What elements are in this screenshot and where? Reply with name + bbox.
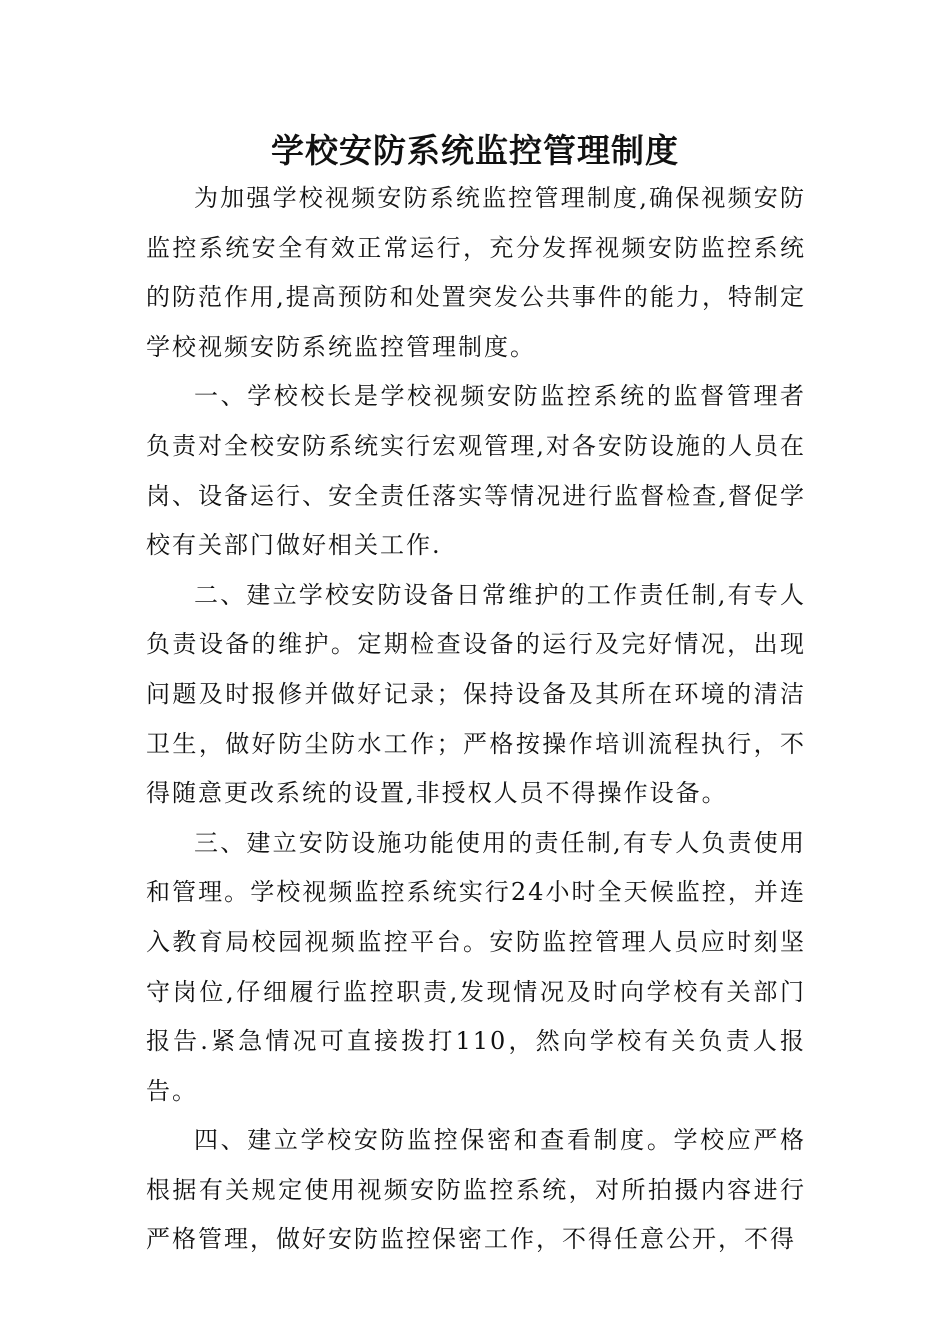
paragraph-item-2: 二、建立学校安防设备日常维护的工作责任制,有专人负责设备的维护。定期检查设备的运行及完好情况，出现问题及时报修并做好记录；保持设备及其所在环境的清洁卫生，做好防尘防水工作；严格按操作培训流程执行，不得随意更改系统的设置,非授权人员不得操作设备。: [146, 580, 806, 808]
document-body: [146, 174, 806, 1265]
paragraph-item-1: 一、学校校长是学校视频安防监控系统的监督管理者负责对全校安防系统实行宏观管理,对各安防设施的人员在岗、设备运行、安全责任落实等情况进行监督检查,督促学校有关部门做好相关工作.: [146, 382, 806, 560]
paragraph-item-4: 四、建立学校安防监控保密和查看制度。学校应严格根据有关规定使用视频安防监控系统，对所拍摄内容进行严格管理，做好安防监控保密工作，不得任意公开，不得: [146, 1126, 806, 1254]
document-title: 学校安防系统监控管理制度: [271, 131, 679, 170]
paragraph-intro: 为加强学校视频安防系统监控管理制度,确保视频安防监控系统安全有效正常运行，充分发挥视频安防监控系统的防范作用,提高预防和处置突发公共事件的能力，特制定学校视频安防系统监控管理制度。: [146, 184, 806, 361]
paragraph-item-3: 三、建立安防设施功能使用的责任制,有专人负责使用和管理。学校视频监控系统实行24小时全天候监控，并连入教育局校园视频监控平台。安防监控管理人员应时刻坚守岗位,仔细履行监控职责,发现情况及时向学校有关部门报告.紧急情况可直接拨打110，然向学校有关负责人报告。: [146, 828, 806, 1105]
